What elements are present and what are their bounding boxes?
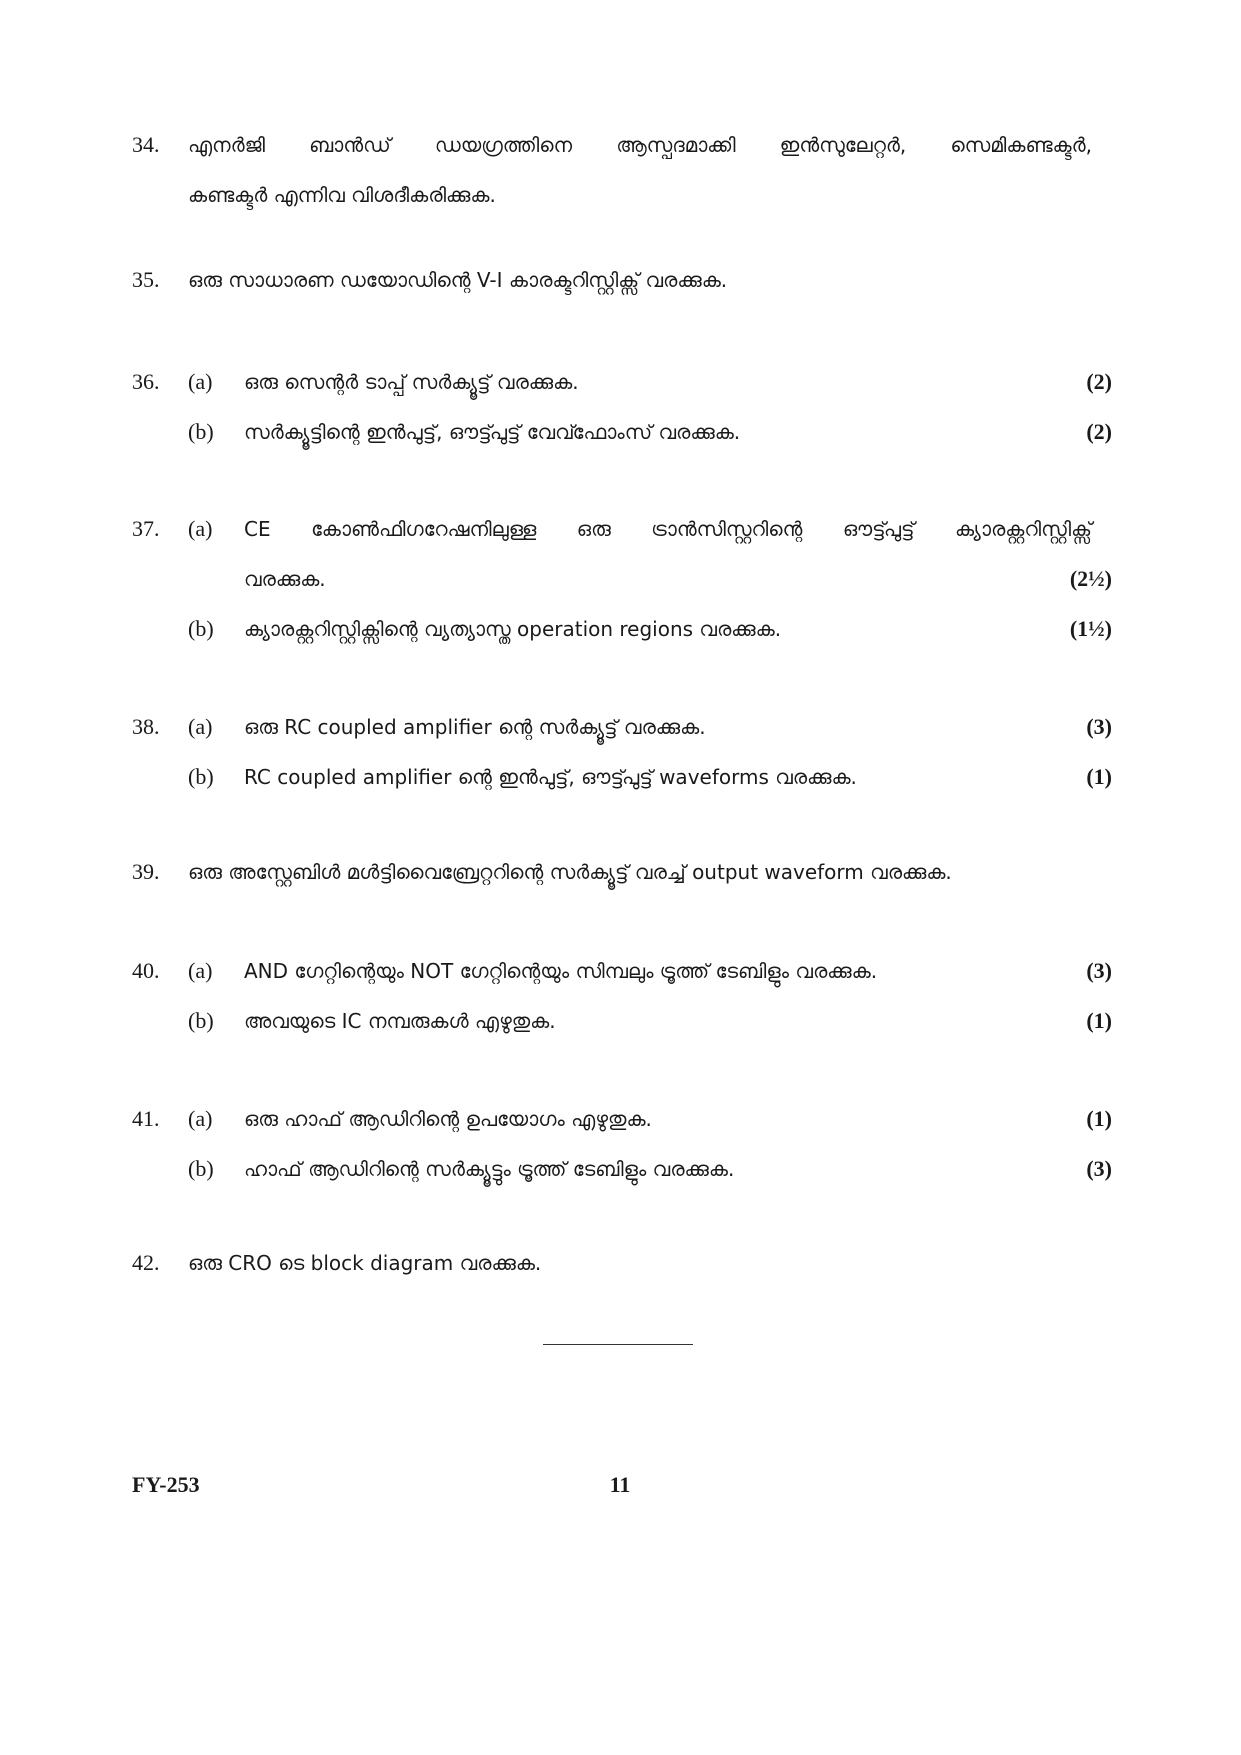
sub-question-b <box>132 604 1112 654</box>
question-39 <box>132 847 1112 897</box>
end-divider <box>543 1344 693 1345</box>
sub-question-b <box>132 752 1112 802</box>
sub-question-label: (b) <box>188 1008 214 1033</box>
page-number: 11 <box>609 1472 631 1497</box>
question-number: 36. <box>132 369 160 394</box>
sub-question-text: അവയുടെ IC നമ്പരുകൾ എഴുതുക. <box>244 1009 556 1033</box>
sub-question-text-continuation: വരക്കുക. <box>244 567 326 591</box>
sub-question-a <box>132 946 1112 996</box>
question-number: 35. <box>132 267 160 292</box>
sub-question-text: ഒരു RC coupled amplifier ന്റെ സർക്യൂട്ട് വരക്കുക. <box>244 715 706 739</box>
question-42 <box>132 1238 1112 1288</box>
question-line <box>132 847 1112 897</box>
sub-question-label: (b) <box>188 1156 214 1181</box>
question-number: 39. <box>132 859 160 884</box>
marks: (2) <box>1086 369 1112 394</box>
question-text: ഒരു സാധാരണ ഡയോഡിന്റെ V-I കാരക്ടറിസ്റ്റിക്സ് വരക്കുക. <box>188 268 728 292</box>
marks: (1) <box>1086 1008 1112 1033</box>
question-line <box>132 120 1112 170</box>
question-36 <box>132 357 1112 457</box>
sub-question-text: RC coupled amplifier ന്റെ ഇൻപുട്ട്, ഔട്ട്പുട്ട് waveforms വരക്കുക. <box>244 765 857 789</box>
sub-question-label: (a) <box>188 1106 213 1131</box>
sub-question-text: CE കോൺഫിഗറേഷനിലുള്ള ഒരു ട്രാൻസിസ്റ്ററിന്റെ ഔട്ട്പുട്ട് ക്യാരക്റ്ററിസ്റ്റിക്സ് <box>244 517 1092 541</box>
question-text: എനർജി ബാൻഡ് ഡയഗ്രത്തിനെ ആസ്പദമാക്കി ഇൻസുലേറ്റർ, സെമികണ്ടക്ടർ, <box>188 133 1092 157</box>
paper-code: FY-253 <box>132 1472 200 1497</box>
marks: (1) <box>1086 764 1112 789</box>
question-number: 37. <box>132 516 160 541</box>
sub-question-a <box>132 1094 1112 1144</box>
sub-question-b <box>132 996 1112 1046</box>
question-line <box>132 170 1112 220</box>
marks: (2) <box>1086 419 1112 444</box>
question-38 <box>132 702 1112 802</box>
sub-question-a <box>132 357 1112 407</box>
question-34 <box>132 120 1112 220</box>
sub-question-text: സർക്യൂട്ടിന്റെ ഇൻപുട്ട്, ഔട്ട്പുട്ട് വേവ്ഫോംസ് വരക്കുക. <box>244 420 741 444</box>
question-line <box>132 255 1112 305</box>
sub-question-label: (b) <box>188 764 214 789</box>
question-37 <box>132 504 1112 654</box>
sub-question-text: ഒരു സെന്റർ ടാപ്പ് സർക്യൂട്ട് വരക്കുക. <box>244 370 579 394</box>
question-number: 34. <box>132 132 160 157</box>
marks: (3) <box>1086 714 1112 739</box>
sub-question-label: (b) <box>188 419 214 444</box>
sub-question-b <box>132 1144 1112 1194</box>
question-line <box>132 1238 1112 1288</box>
sub-question-text: ക്യാരക്റ്ററിസ്റ്റിക്സിന്റെ വ്യത്യാസ്ത operation regions വരക്കുക. <box>244 617 782 641</box>
question-number: 42. <box>132 1250 160 1275</box>
question-41 <box>132 1094 1112 1194</box>
sub-question-label: (b) <box>188 616 214 641</box>
marks: (2½) <box>1069 566 1112 591</box>
marks: (3) <box>1086 1156 1112 1181</box>
question-text: ഒരു അസ്റ്റേബിൾ മൾട്ടിവൈബ്രേറ്ററിന്റെ സർക്യൂട്ട് വരച്ച് output waveform വരക്കുക. <box>188 860 952 884</box>
marks: (3) <box>1086 958 1112 983</box>
sub-question-a <box>132 702 1112 752</box>
marks: (1) <box>1086 1106 1112 1131</box>
sub-question-b <box>132 407 1112 457</box>
question-text: ഒരു CRO ടെ block diagram വരക്കുക. <box>188 1251 542 1275</box>
marks: (1½) <box>1069 616 1112 641</box>
question-number: 40. <box>132 958 160 983</box>
sub-question-text: ഒരു ഹാഫ് ആഡിറിന്റെ ഉപയോഗം എഴുതുക. <box>244 1107 652 1131</box>
sub-question-a-continuation <box>132 554 1112 604</box>
question-number: 38. <box>132 714 160 739</box>
sub-question-text: AND ഗേറ്റിന്റെയും NOT ഗേറ്റിന്റെയും സിമ്പലും ട്രൂത്ത് ടേബിളും വരക്കുക. <box>244 959 878 983</box>
question-35 <box>132 255 1112 305</box>
sub-question-text: ഹാഫ് ആഡിറിന്റെ സർക്യൂട്ടും ട്രൂത്ത് ടേബിളും വരക്കുക. <box>244 1157 735 1181</box>
sub-question-a <box>132 504 1112 554</box>
sub-question-label: (a) <box>188 516 213 541</box>
sub-question-label: (a) <box>188 369 213 394</box>
sub-question-label: (a) <box>188 714 213 739</box>
question-number: 41. <box>132 1106 160 1131</box>
question-40 <box>132 946 1112 1046</box>
question-text-continuation: കണ്ടക്ടർ എന്നിവ വിശദീകരിക്കുക. <box>188 183 496 207</box>
sub-question-label: (a) <box>188 958 213 983</box>
